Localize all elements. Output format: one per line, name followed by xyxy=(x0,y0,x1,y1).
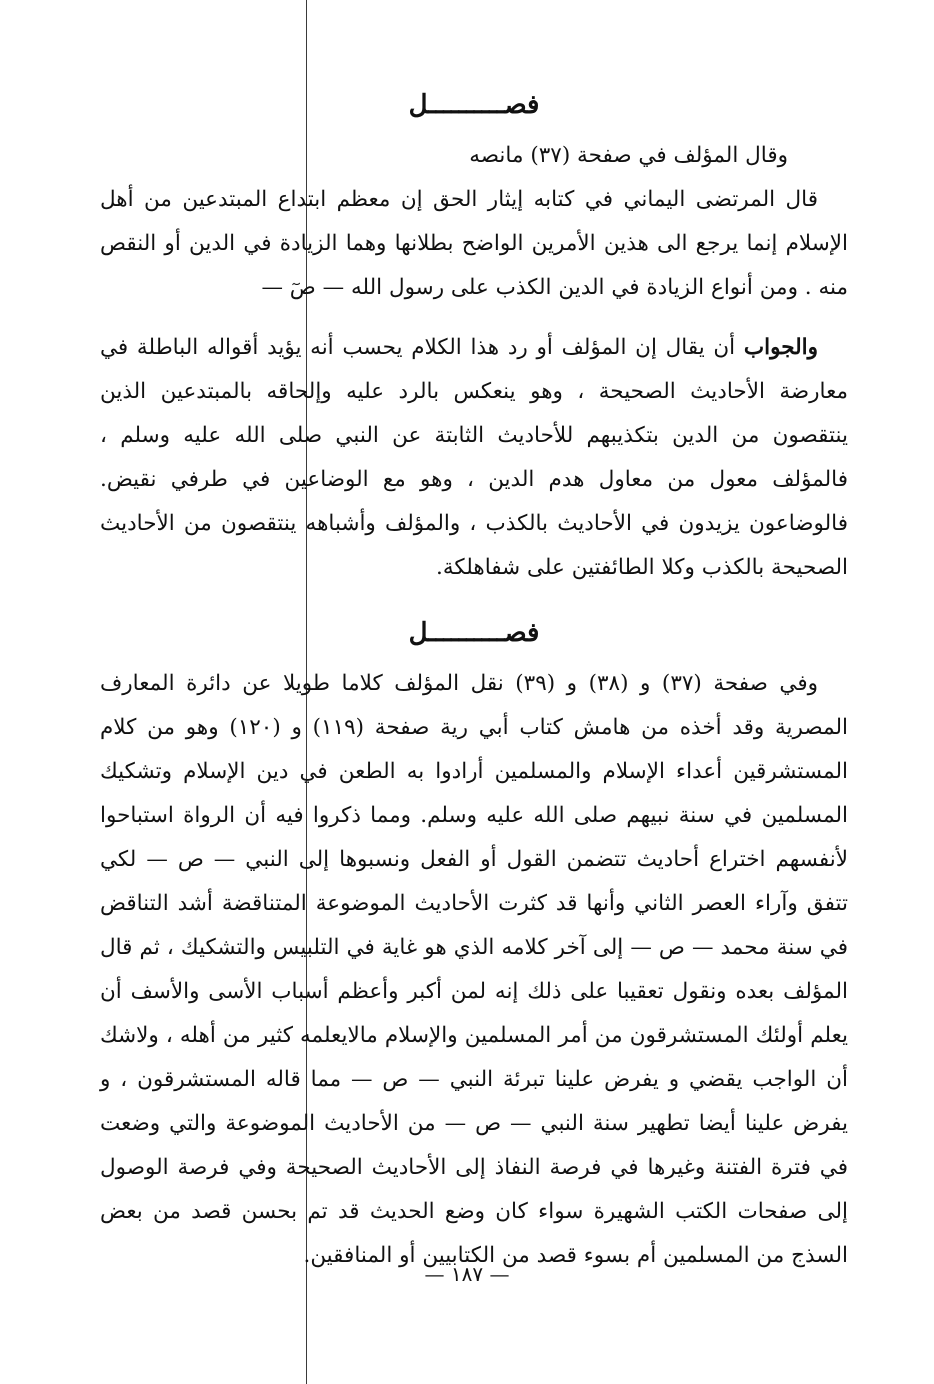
page-number: — ١٨٧ — xyxy=(424,1262,510,1286)
answer-text: أن يقال إن المؤلف أو رد هذا الكلام يحسب أنه يؤيد أقواله الباطلة في معارضة الأحاديث الصحيحة ، وهو ينعكس بالرد عليه وإلحاقه بالمبتدعين الذين ينتقصون من الدين بتكذيبهم للأحاديث الثابتة عن النبي صلى الله عليه وسلم ، فالمؤلف معول من معاول هدم الدين ، وهو مع الوضاعين في طرفي نقيض. فالوضاعون يزيدون في الأحاديث بالكذب ، والمؤلف وأشباهه ينتقصون من الأحاديث الصحيحة بالكذب وكلا الطائفتين على شفاهلكة. xyxy=(100,335,848,580)
body-paragraph: وفي صفحة (٣٧) و (٣٨) و (٣٩) نقل المؤلف كلاما طويلا عن دائرة المعارف المصرية وقد أخذه من هامش كتاب أبي رية صفحة (١١٩) و (١٢٠) وهو من كلام المستشرقين أعداء الإسلام والمسلمين أرادوا به الطعن في دين الإسلام وتشكيك المسلمين في سنة نبيهم صلى الله عليه وسلم. ومما ذكروا فيه أن الرواة استباحوا لأنفسهم اختراع أحاديث تتضمن القول أو الفعل ونسبوها إلى النبي — ص — لكي تتفق وآراء العصر الثاني وأنها قد كثرت الأحاديث الموضوعة المتناقضة أشد التناقض في سنة محمد — ص — إلى آخر كلامه الذي هو غاية في التلبيس والتشكيك ، ثم قال المؤلف بعده ونقول تعقيبا على ذلك إنه لمن أكبر وأعظم أسباب الأسى والأسف أن يعلم أولئك المستشرقون من أمر المسلمين والإسلام مالايعلمه كثير من أهله ، ولاشك أن الواجب يقضي و يفرض علينا تبرئة النبي — ص — مما قاله المستشرقون ، و يفرض علينا أيضا تطهير سنة النبي — ص — من الأحاديث الموضوعة والتي وضعت في فترة الفتنة وغيرها في فرصة النفاذ إلى الأحاديث الصحيحة وفي فرصة الوصول إلى صفحات الكتب الشهيرة سواء كان وضع الحديث قد تم بحسن قصد من بعض السذج من المسلمين أم بسوء قصد من الكتابيين أو المنافقين. xyxy=(100,671,848,1268)
answer-label: والجواب xyxy=(743,335,819,360)
document-page xyxy=(100,80,848,1278)
section-heading-1: فصــــــــــل xyxy=(408,90,540,120)
answer-paragraph xyxy=(100,326,848,590)
intro-line: وقال المؤلف في صفحة (٣٧) مانصه xyxy=(469,143,788,168)
quote-paragraph: قال المرتضى اليماني في كتابه إيثار الحق إن معظم ابتداع المبتدعين من أهل الإسلام إنما يرجع الى هذين الأمرين الواضح بطلانها وهما الزيادة في الدين أو النقص منه . ومن أنواع الزيادة في الدين الكذب على رسول الله — صٓ — xyxy=(100,187,848,300)
section-heading-2: فصــــــــــل xyxy=(408,618,540,648)
